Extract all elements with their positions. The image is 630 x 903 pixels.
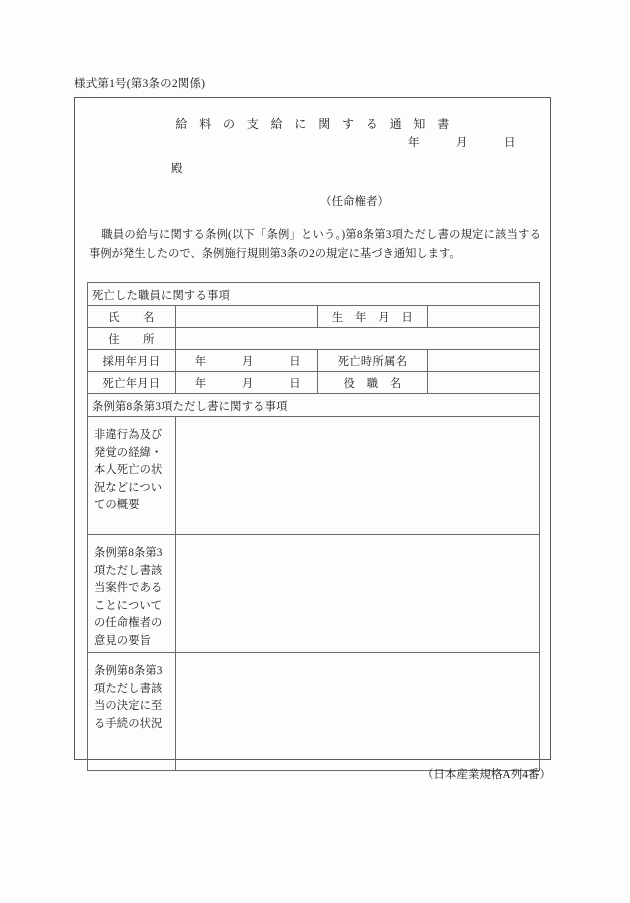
- field-death-date[interactable]: 年 月 日: [176, 372, 318, 394]
- label-hire-date: 採用年月日: [88, 350, 176, 372]
- table-row-section2-heading: [88, 394, 540, 417]
- form-number: 様式第1号(第3条の2関係): [74, 78, 206, 90]
- label-authority-opinion: 条例第8条第3項ただし書該当案件であることについての任命権者の意見の要旨: [88, 535, 176, 653]
- table-row: [88, 328, 540, 350]
- addressee-label: 殿: [171, 163, 183, 175]
- field-hire-date[interactable]: 年 月 日: [176, 350, 318, 372]
- table-row: [88, 535, 540, 653]
- field-job-title[interactable]: [428, 372, 540, 394]
- table-row: [88, 653, 540, 771]
- appointing-authority-label: （任命権者）: [320, 196, 389, 208]
- field-department-at-death[interactable]: [428, 350, 540, 372]
- field-authority-opinion[interactable]: [176, 535, 540, 653]
- page-title: 給 料 の 支 給 に 関 す る 通 知 書: [175, 117, 454, 131]
- table-row: [88, 306, 540, 328]
- body-paragraph: 職員の給与に関する条例(以下「条例」という。)第8条第3項ただし書の規定に該当する事例が発生したので、条例施行規則第3条の2の規定に基づき通知します。: [89, 229, 541, 260]
- table-row-section1-heading: [88, 283, 540, 306]
- body-paragraph-block: [89, 226, 541, 264]
- section-heading-deceased-employee: 死亡した職員に関する事項: [88, 283, 540, 306]
- field-name[interactable]: [176, 306, 318, 328]
- table-row: [88, 350, 540, 372]
- label-decision-procedure: 条例第8条第3項ただし書該当の決定に至る手続の状況: [88, 653, 176, 771]
- table-row: [88, 372, 540, 394]
- title-row: [75, 115, 550, 133]
- field-birth-date[interactable]: [428, 306, 540, 328]
- label-misconduct-summary: 非違行為及び発覚の経緯・本人死亡の状況などについての概要: [88, 417, 176, 535]
- table-row: [88, 417, 540, 535]
- document-date-line: 年 月 日: [408, 137, 516, 149]
- form-table: [87, 282, 540, 771]
- field-address[interactable]: [176, 328, 540, 350]
- label-department-at-death: 死亡時所属名: [318, 350, 428, 372]
- label-name: 氏 名: [88, 306, 176, 328]
- label-birth-date: 生 年 月 日: [318, 306, 428, 328]
- field-misconduct-summary[interactable]: [176, 417, 540, 535]
- page-frame: [74, 97, 551, 760]
- field-decision-procedure[interactable]: [176, 653, 540, 771]
- label-address: 住 所: [88, 328, 176, 350]
- paper-size-note: （日本産業規格A列4番）: [421, 769, 551, 781]
- label-death-date: 死亡年月日: [88, 372, 176, 394]
- section-heading-ordinance-proviso: 条例第8条第3項ただし書に関する事項: [88, 394, 540, 417]
- label-job-title: 役 職 名: [318, 372, 428, 394]
